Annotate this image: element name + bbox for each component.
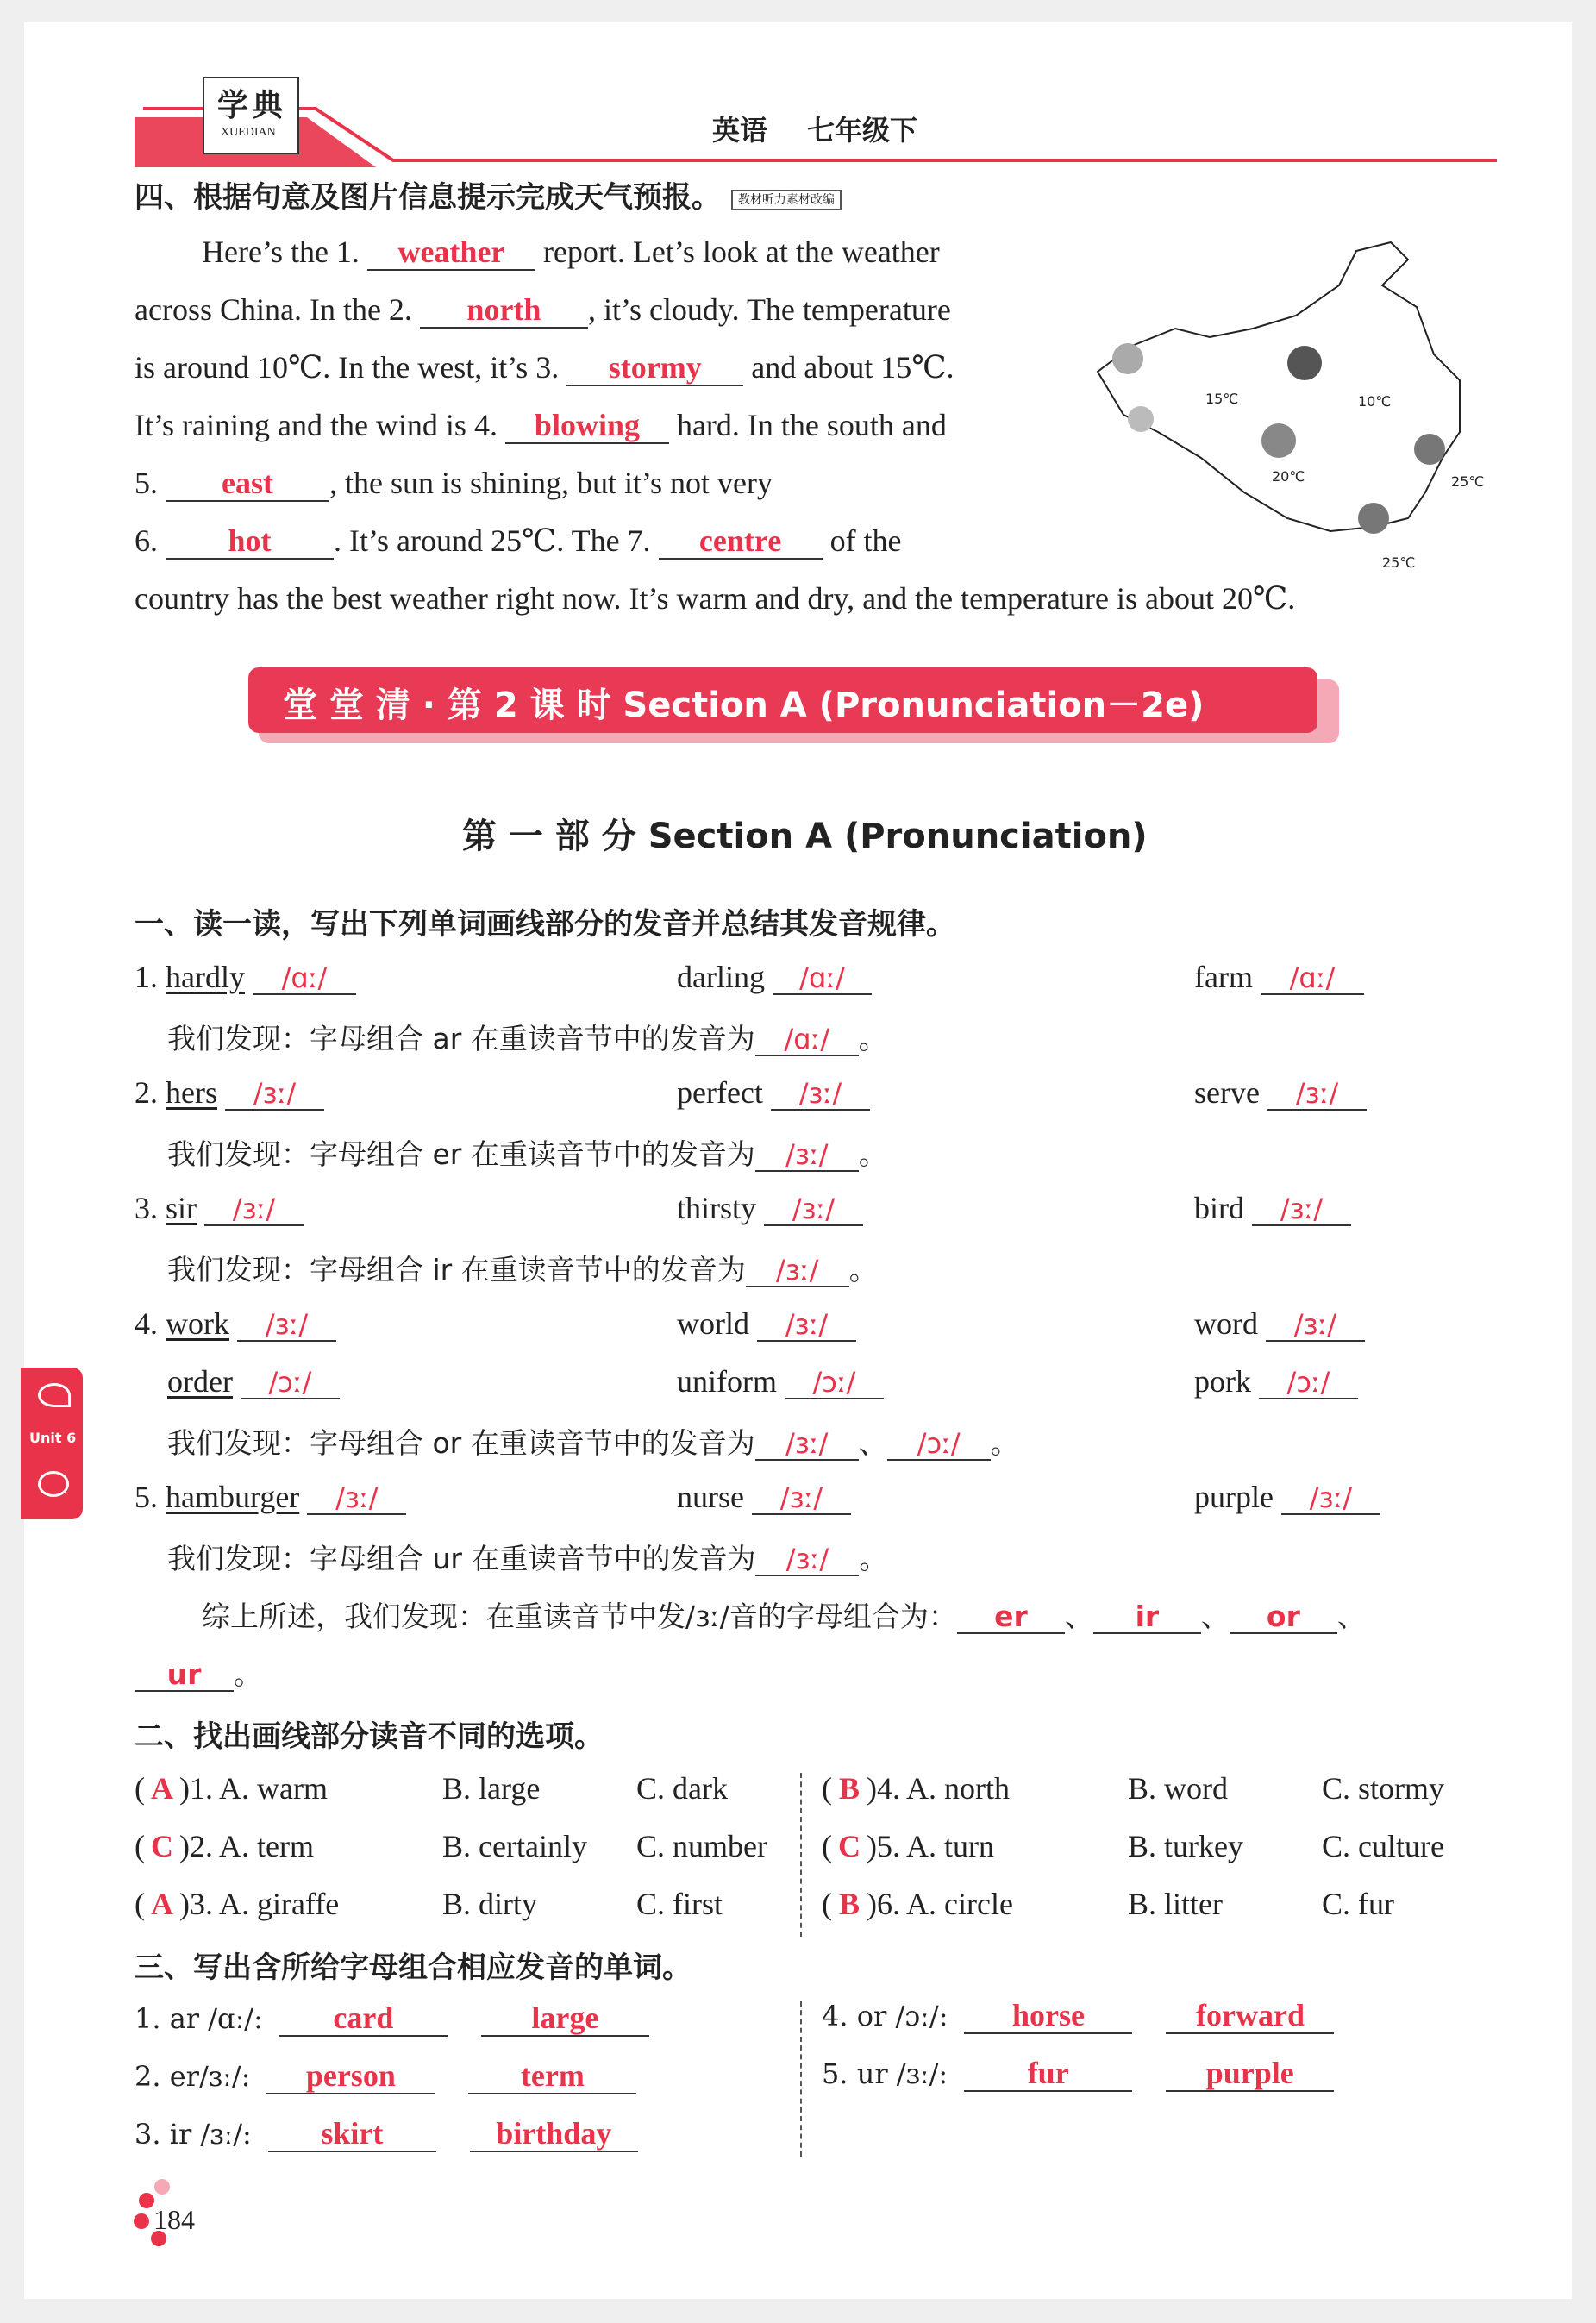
rule-text: 我们发现：字母组合 ar 在重读音节中的发音为 <box>167 1022 755 1055</box>
section4-title <box>135 173 842 216</box>
q2-item-4-b: B. word <box>1128 1771 1228 1806</box>
q1-g4-w3 <box>1194 1306 1365 1342</box>
q2-item-3-c: C. first <box>636 1887 723 1921</box>
q1-g2-w2 <box>677 1074 870 1111</box>
sun-south-icon <box>1358 503 1389 534</box>
q1-g5-w3 <box>1194 1479 1380 1515</box>
q2-item-5-b: B. turkey <box>1128 1829 1243 1863</box>
s4-blank-6[interactable]: hot <box>166 525 334 560</box>
q3-answer[interactable]: purple <box>1166 2057 1334 2092</box>
q2-option-a: A. turn <box>906 1829 995 1863</box>
s4-blank-4[interactable]: blowing <box>505 410 669 444</box>
summary-answer[interactable]: ir <box>1093 1602 1201 1634</box>
q2-option-a: A. north <box>906 1771 1011 1806</box>
q1-g4-num: 4. <box>135 1306 158 1341</box>
map-temp-north: 10℃ <box>1358 393 1392 410</box>
q1-g4-words <box>135 1306 336 1342</box>
q1-g2-rule <box>167 1132 887 1173</box>
q3-label: 3. ir /ɜː/: <box>135 2118 252 2151</box>
q1-summary-line2 <box>135 1652 262 1693</box>
q2-item-6-b: B. litter <box>1128 1887 1223 1921</box>
s4-l4-post: hard. In the south and <box>676 408 947 442</box>
sun-cloud-icon <box>1261 423 1296 458</box>
q2-item-3: ( A )3. A. giraffe <box>135 1887 340 1921</box>
s4-blank-1[interactable]: weather <box>367 236 535 271</box>
summary-answer[interactable]: or <box>1230 1602 1337 1634</box>
q1-word: world <box>677 1306 749 1341</box>
summary-sep: 、 <box>1064 1600 1093 1633</box>
q3-item-5 <box>822 2055 1334 2092</box>
q1-g5-w2 <box>677 1479 851 1515</box>
rule-answer[interactable]: /ɜː/ <box>746 1256 849 1287</box>
q1-word: darling <box>677 960 765 994</box>
s4-last-line: country has the best weather right now. It’s warm and dry, and the temperature is about 20℃. <box>135 581 1296 616</box>
rain-cloud-icon <box>1128 406 1154 432</box>
summary-text: 综上所述，我们发现：在重读音节中发/ɜː/音的字母组合为： <box>202 1600 957 1633</box>
q2-option-a: A. circle <box>906 1887 1013 1921</box>
q1-word: perfect <box>677 1075 763 1110</box>
q1-word: sir <box>166 1191 197 1225</box>
map-temp-east: 25℃ <box>1451 473 1485 490</box>
q1-word: bird <box>1194 1191 1244 1225</box>
s4-line-4 <box>135 407 947 444</box>
unit-side-tab <box>21 1368 83 1519</box>
q3-item-4 <box>822 1997 1334 2034</box>
q1-g1-words <box>135 959 356 995</box>
summary-answer[interactable]: er <box>957 1602 1065 1634</box>
rule-answer[interactable]: /ɜː/ <box>755 1141 859 1172</box>
q2-item-6-c: C. fur <box>1322 1887 1394 1921</box>
q2-num: )4. <box>867 1771 900 1806</box>
q2-item-2: ( C )2. A. term <box>135 1829 314 1863</box>
q1-g3-words <box>135 1190 304 1226</box>
q3-label: 1. ar /ɑː/: <box>135 2002 263 2035</box>
s4-line-3 <box>135 349 954 386</box>
q2-answer[interactable]: A <box>151 1771 173 1806</box>
page <box>24 22 1572 2299</box>
q1-g3-w3 <box>1194 1190 1351 1226</box>
q2-num: )6. <box>867 1887 900 1921</box>
q2-answer[interactable]: C <box>838 1829 861 1863</box>
rule-answer[interactable]: /ɑː/ <box>755 1025 859 1056</box>
q3-label: 5. ur /ɜː/: <box>822 2057 948 2090</box>
q2-option-a: A. giraffe <box>219 1887 340 1921</box>
q3-answer[interactable]: skirt <box>268 2118 436 2152</box>
q2-title: 二、找出画线部分读音不同的选项。 <box>135 1719 604 1754</box>
q1-g3-rule <box>167 1248 878 1288</box>
q2-item-3-b: B. dirty <box>442 1887 538 1921</box>
q1-g5-rule <box>167 1537 887 1577</box>
map-temp-west: 15℃ <box>1205 391 1239 407</box>
q3-label: 4. or /ɔː/: <box>822 2000 948 2032</box>
s4-blank-7[interactable]: centre <box>659 525 823 560</box>
banner-text: 堂 堂 清 · 第 2 课 时 Section A (Pronunciation－2e) <box>283 686 1205 725</box>
q2-answer[interactable]: B <box>838 1887 860 1921</box>
q1-word: purple <box>1194 1480 1274 1514</box>
rule-end: 。 <box>858 1137 887 1171</box>
q1-word: hardly <box>166 960 245 994</box>
q2-answer[interactable]: C <box>151 1829 173 1863</box>
q2-item-6: ( B )6. A. circle <box>822 1887 1013 1921</box>
q1-g1-rule <box>167 1017 887 1057</box>
summary-answer[interactable]: ur <box>135 1660 234 1692</box>
q1-word: nurse <box>677 1480 744 1514</box>
q1-g4-w2 <box>677 1306 856 1342</box>
unit-label: Unit 6 <box>29 1430 77 1446</box>
q1-g4-w3b <box>1194 1363 1358 1399</box>
swirl-icon <box>38 1471 69 1497</box>
s4-line-2 <box>135 291 951 329</box>
q1-g3-num: 3. <box>135 1191 158 1225</box>
q1-g2-words <box>135 1074 324 1111</box>
map-temp-south: 25℃ <box>1382 554 1416 571</box>
q2-answer[interactable]: B <box>838 1771 860 1806</box>
q1-g4-w2b <box>677 1363 884 1399</box>
q1-answer[interactable]: /ɔː/ <box>1259 1368 1358 1399</box>
q1-answer[interactable]: /ɔː/ <box>241 1368 340 1399</box>
logo-subtext: XUEDIAN <box>221 126 276 139</box>
q3-answer[interactable]: fur <box>964 2057 1132 2092</box>
q1-g1-w3 <box>1194 959 1364 995</box>
q3-label: 2. er/ɜː/: <box>135 2060 251 2093</box>
summary-sep: 、 <box>1200 1600 1230 1633</box>
logo-text: 学典 <box>217 88 287 123</box>
q1-answer[interactable]: /ɜː/ <box>771 1080 870 1111</box>
q3-answer[interactable]: person <box>266 2060 435 2094</box>
s4-l6-post: of the <box>829 523 902 558</box>
q1-g4-rule <box>167 1421 1019 1462</box>
q1-answer[interactable]: /ɜː/ <box>225 1080 324 1111</box>
s4-blank-5[interactable]: east <box>166 467 329 502</box>
s4-blank-2[interactable]: north <box>420 294 588 329</box>
q2-num: )2. <box>179 1829 213 1863</box>
s4-l6-pre: 6. <box>135 523 158 558</box>
q1-answer[interactable]: /ɜː/ <box>237 1311 336 1342</box>
q1-answer[interactable]: /ɜː/ <box>1281 1484 1380 1515</box>
q1-answer[interactable]: /ɜː/ <box>757 1311 856 1342</box>
q1-word: pork <box>1194 1364 1251 1399</box>
rule-sep: 、 <box>858 1426 887 1460</box>
q2-answer[interactable]: A <box>151 1887 173 1921</box>
rule-end: 。 <box>859 1542 888 1575</box>
q1-word: order <box>167 1364 233 1399</box>
q1-answer[interactable]: /ɜː/ <box>204 1195 304 1226</box>
q3-answer[interactable]: forward <box>1166 2000 1334 2034</box>
s4-line-6 <box>135 523 902 560</box>
map-temp-centre: 20℃ <box>1272 468 1305 485</box>
q1-g2-num: 2. <box>135 1075 158 1110</box>
s4-l3-post: and about 15℃. <box>751 350 954 385</box>
q1-word: thirsty <box>677 1191 757 1225</box>
q2-divider <box>800 1773 802 1937</box>
rule-text: 我们发现：字母组合 or 在重读音节中的发音为 <box>167 1426 755 1460</box>
rule-text: 我们发现：字母组合 ir 在重读音节中的发音为 <box>167 1253 746 1287</box>
lesson-banner <box>248 667 1339 745</box>
q2-item-5-c: C. culture <box>1322 1829 1444 1863</box>
s4-l1-pre: Here’s the 1. <box>202 235 360 269</box>
q1-answer[interactable]: /ɜː/ <box>764 1195 863 1226</box>
section4-title-text: 四、根据句意及图片信息提示完成天气预报。 <box>135 180 721 215</box>
page-number: 184 <box>153 2204 195 2235</box>
q2-num: )1. <box>179 1771 213 1806</box>
q1-answer[interactable]: /ɑː/ <box>773 964 872 995</box>
q3-item-2 <box>135 2057 636 2094</box>
s4-l1-post: report. Let’s look at the weather <box>542 235 940 269</box>
q1-word: uniform <box>677 1364 777 1399</box>
q3-item-3 <box>135 2115 638 2152</box>
summary-end: 。 <box>234 1657 262 1691</box>
q3-answer[interactable]: card <box>279 2002 448 2037</box>
s4-l3-pre: is around 10℃. In the west, it’s 3. <box>135 350 560 385</box>
q3-answer[interactable]: term <box>468 2060 636 2094</box>
q2-item-1-c: C. dark <box>636 1771 728 1806</box>
q1-word: serve <box>1194 1075 1260 1110</box>
q1-word: hamburger <box>166 1480 300 1514</box>
q1-answer[interactable]: /ɑː/ <box>253 964 356 995</box>
q2-item-2-c: C. number <box>636 1829 767 1863</box>
header-subject: 英语 <box>712 114 768 147</box>
summary-sep: 、 <box>1336 1600 1366 1633</box>
s4-l5-post: , the sun is shining, but it’s not very <box>329 466 773 500</box>
q3-divider <box>800 2001 802 2157</box>
q1-g1-w2 <box>677 959 872 995</box>
s4-blank-3[interactable]: stormy <box>566 352 743 386</box>
q2-item-1-b: B. large <box>442 1771 541 1806</box>
wing-icon <box>38 1383 71 1407</box>
q2-item-4-c: C. stormy <box>1322 1771 1445 1806</box>
q1-g4-words2 <box>167 1363 340 1399</box>
rule-end: 。 <box>858 1022 887 1055</box>
s4-l4-pre: It’s raining and the wind is 4. <box>135 408 498 442</box>
section4-tag: 教材听力素材改编 <box>731 190 842 210</box>
s4-l6-mid: . It’s around 25℃. The 7. <box>334 523 651 558</box>
q1-answer[interactable]: /ɜː/ <box>752 1484 851 1515</box>
header-grade: 七年级下 <box>807 114 918 147</box>
rule-text: 我们发现：字母组合 er 在重读音节中的发音为 <box>167 1137 755 1171</box>
s4-l2-pre: across China. In the 2. <box>135 292 412 327</box>
q3-answer[interactable]: horse <box>964 2000 1132 2034</box>
s4-l5-pre: 5. <box>135 466 158 500</box>
s4-l2-post: , it’s cloudy. The temperature <box>587 292 951 327</box>
q1-g5-words <box>135 1479 406 1515</box>
s4-line-1 <box>202 234 940 271</box>
q1-word: hers <box>166 1075 217 1110</box>
q1-word: work <box>166 1306 229 1341</box>
q3-answer[interactable]: birthday <box>470 2118 638 2152</box>
rule-answer[interactable]: /ɜː/ <box>755 1545 859 1576</box>
q2-num: )3. <box>179 1887 213 1921</box>
q2-item-4: ( B )4. A. north <box>822 1771 1011 1806</box>
q2-item-1: ( A )1. A. warm <box>135 1771 328 1806</box>
q2-num: )5. <box>867 1829 900 1863</box>
rule-answer[interactable]: /ɜː/ <box>755 1430 859 1461</box>
q1-answer[interactable]: /ɜː/ <box>1252 1195 1351 1226</box>
q1-summary <box>202 1594 1366 1635</box>
q2-option-a: A. warm <box>219 1771 328 1806</box>
s4-line-5 <box>135 465 773 502</box>
cloud-west-icon <box>1112 343 1143 374</box>
q1-word: farm <box>1194 960 1253 994</box>
q1-g5-num: 5. <box>135 1480 158 1514</box>
rule-end: 。 <box>990 1426 1019 1460</box>
weather-map <box>1080 234 1486 579</box>
q1-g2-w3 <box>1194 1074 1367 1111</box>
q1-title: 一、读一读，写出下列单词画线部分的发音并总结其发音规律。 <box>135 907 955 942</box>
q1-answer[interactable]: /ɔː/ <box>785 1368 884 1399</box>
q1-answer[interactable]: /ɜː/ <box>1267 1080 1367 1111</box>
part-title: 第 一 部 分 Section A (Pronunciation) <box>462 817 1148 856</box>
cloud-north-icon <box>1287 346 1322 380</box>
q3-answer[interactable]: large <box>481 2002 649 2037</box>
q3-title: 三、写出含所给字母组合相应发音的单词。 <box>135 1950 692 1985</box>
q2-item-2-b: B. certainly <box>442 1829 587 1863</box>
q1-g1-num: 1. <box>135 960 158 994</box>
rule-answer[interactable]: /ɔː/ <box>887 1430 991 1461</box>
sun-east-icon <box>1414 434 1445 465</box>
china-map-outline <box>1080 234 1486 579</box>
rule-text: 我们发现：字母组合 ur 在重读音节中的发音为 <box>167 1542 756 1575</box>
q3-item-1 <box>135 2000 649 2037</box>
q1-answer[interactable]: /ɜː/ <box>307 1484 406 1515</box>
q1-g3-w2 <box>677 1190 863 1226</box>
q1-answer[interactable]: /ɜː/ <box>1266 1311 1365 1342</box>
q1-word: word <box>1194 1306 1258 1341</box>
q2-item-5: ( C )5. A. turn <box>822 1829 995 1863</box>
header <box>135 74 1497 169</box>
q2-option-a: A. term <box>219 1829 314 1863</box>
rule-end: 。 <box>848 1253 878 1287</box>
q1-answer[interactable]: /ɑː/ <box>1261 964 1364 995</box>
